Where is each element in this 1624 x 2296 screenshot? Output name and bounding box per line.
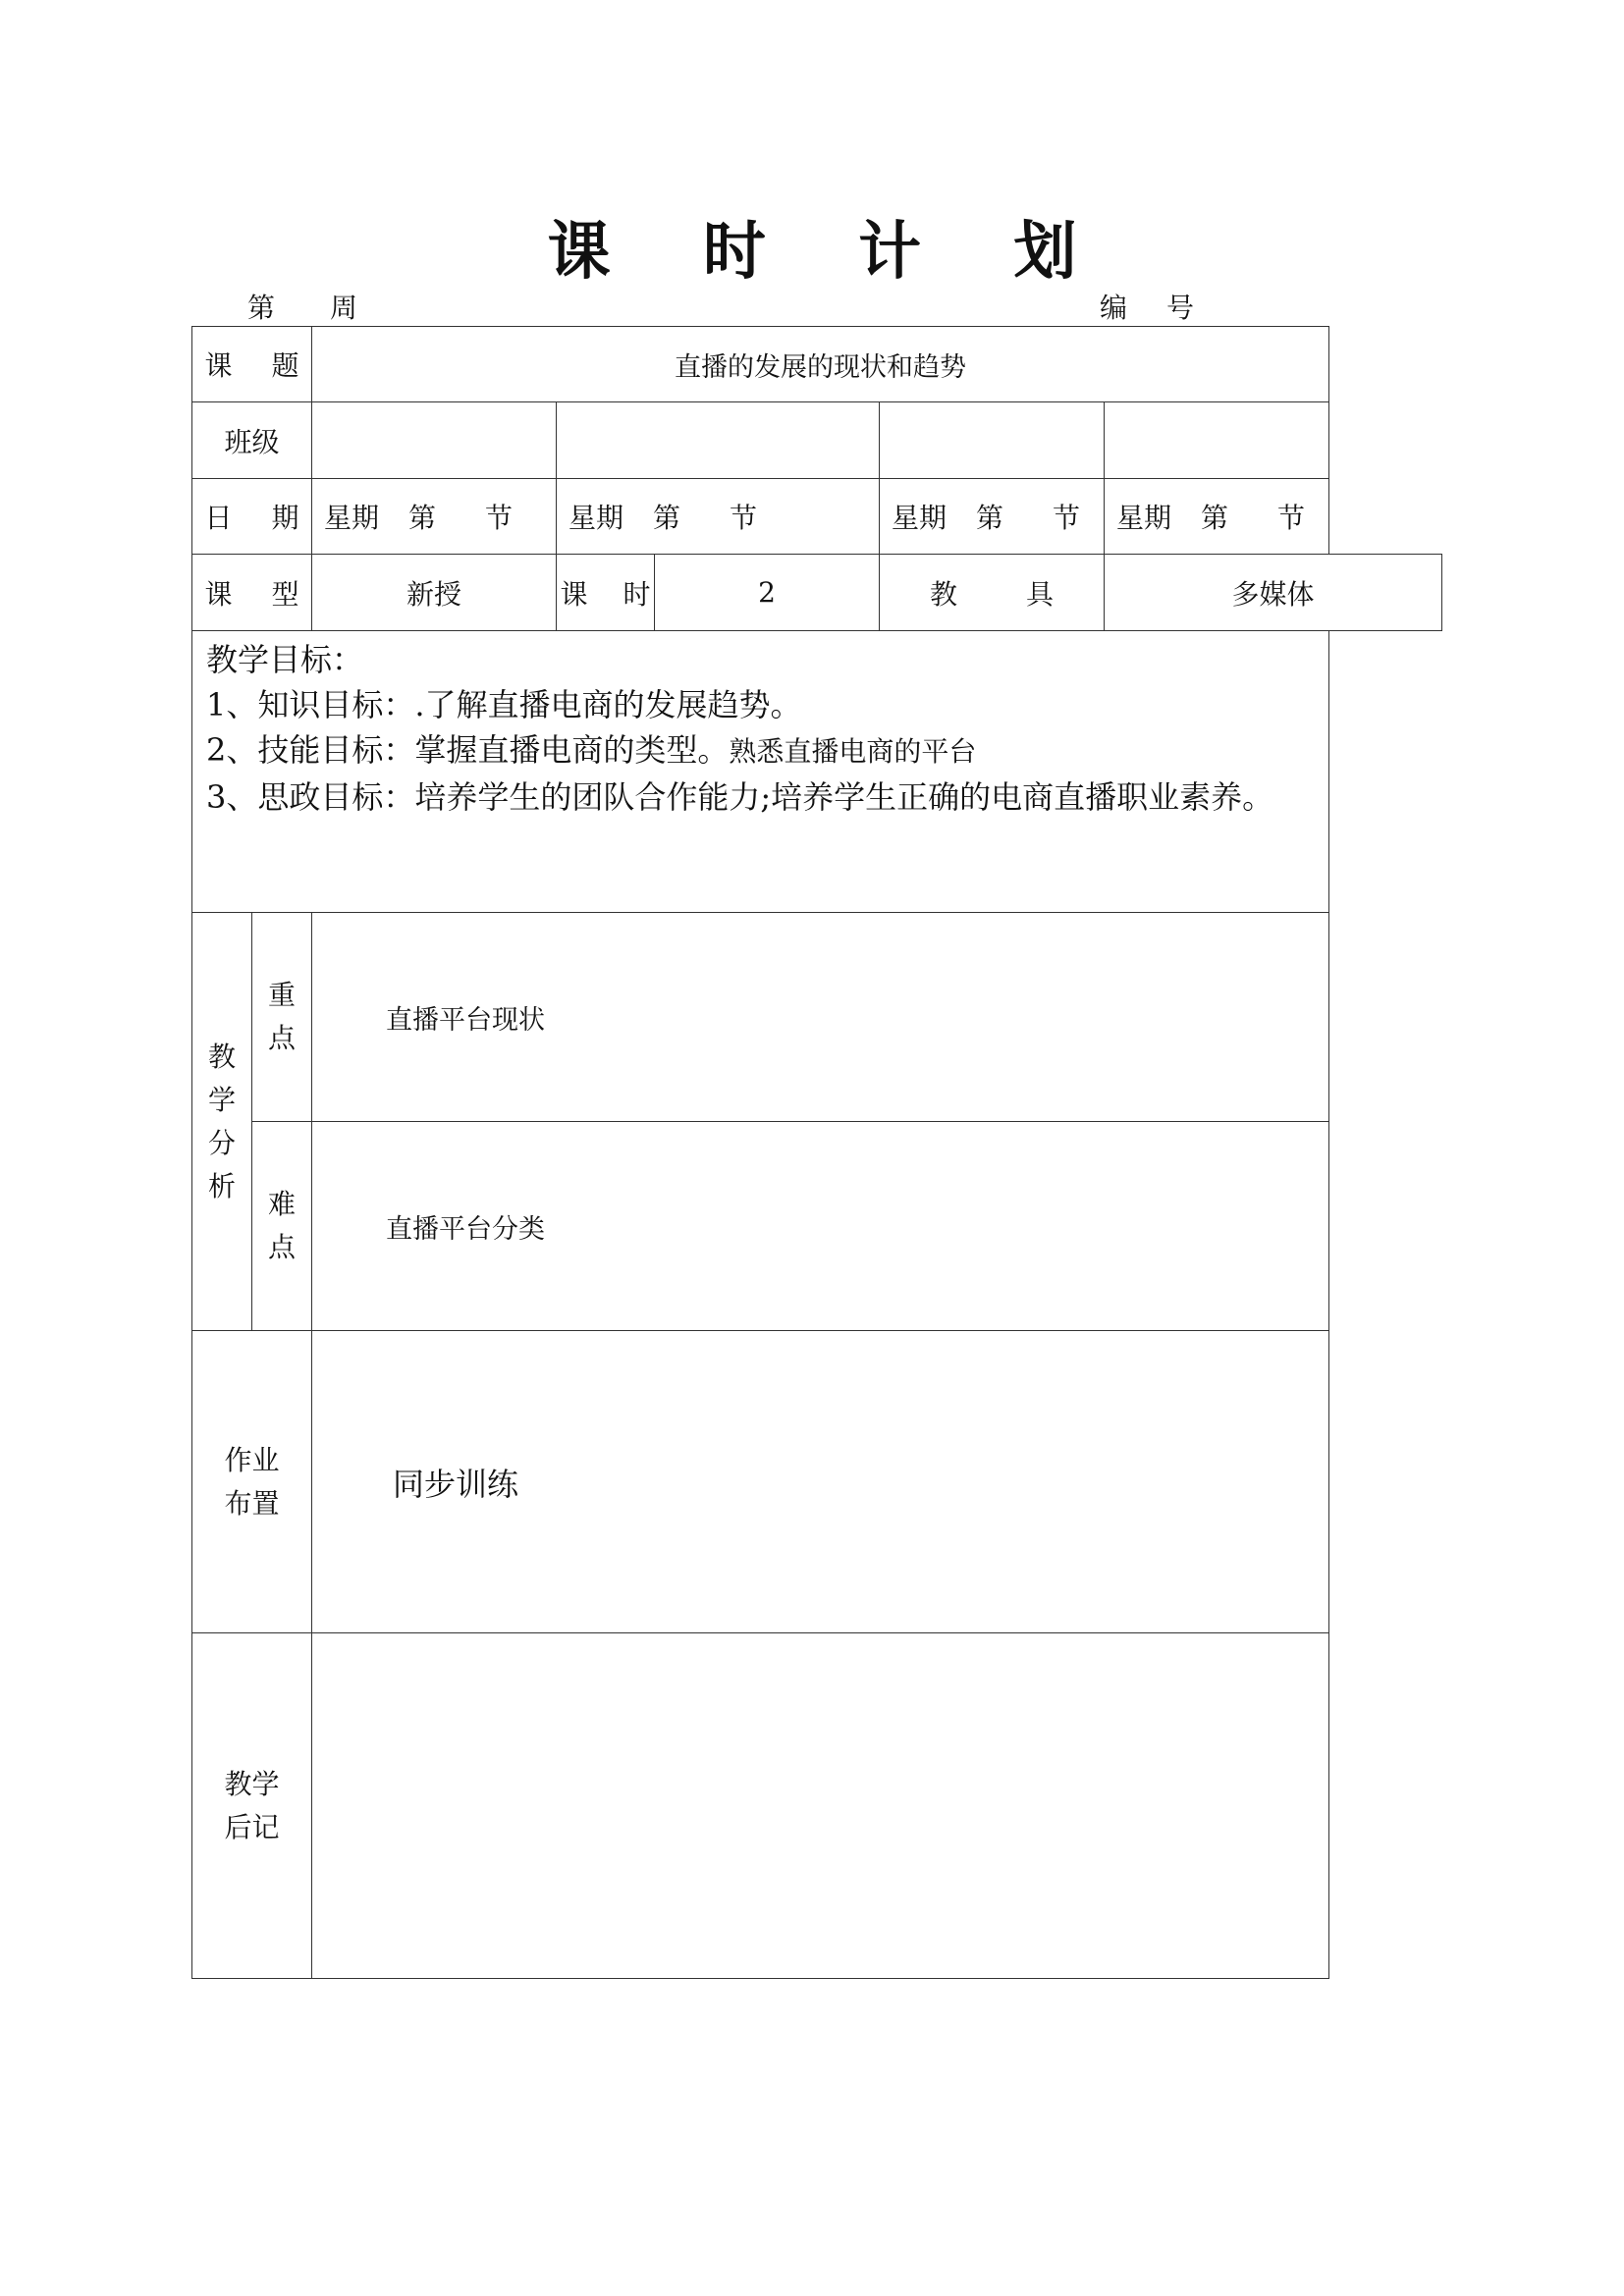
goals-line-2-small: 熟悉直播电商的平台: [729, 735, 977, 768]
reflection-label-line: 教学: [224, 1767, 280, 1800]
number-label-a: 编: [1100, 292, 1128, 324]
number-label-b: 号: [1166, 292, 1195, 324]
type-label: [192, 555, 312, 631]
period-text-b: 节: [730, 502, 758, 534]
date-label-b: 期: [271, 502, 299, 534]
date-label-a: 日: [204, 502, 233, 534]
class-cell-2[interactable]: [557, 402, 880, 479]
tools-label: [880, 555, 1105, 631]
difficult-point-label-char: 难: [267, 1188, 296, 1220]
homework-label-line: 作业: [224, 1443, 280, 1476]
homework-row: [192, 1331, 1442, 1633]
analysis-label-char: 析: [207, 1169, 236, 1202]
homework-label: [192, 1331, 312, 1633]
period-text-a: 第: [653, 502, 681, 534]
analysis-difficult-row: [192, 1122, 1442, 1331]
weekday-text: 星期: [324, 502, 380, 534]
class-cell-4[interactable]: [1105, 402, 1329, 479]
date-row: [192, 479, 1442, 555]
analysis-label-char: 学: [207, 1083, 236, 1116]
goals-line-3: 3、思政目标：培养学生的团队合作能力;培养学生正确的电商直播职业素养。: [206, 778, 1274, 816]
date-cell-2[interactable]: [557, 479, 880, 555]
class-cell-3[interactable]: [880, 402, 1105, 479]
goals-heading: 教学目标：: [206, 641, 364, 678]
tools-label-b: 具: [1026, 577, 1055, 611]
key-point-label: [252, 913, 312, 1122]
topic-row: [192, 327, 1442, 402]
analysis-label-char: 分: [207, 1126, 236, 1159]
topic-label: [192, 327, 312, 402]
hours-label: [557, 555, 655, 631]
goals-cell[interactable]: [192, 631, 1329, 913]
type-label-a: 课: [204, 577, 233, 611]
difficult-point-value[interactable]: 直播平台分类: [312, 1122, 1329, 1331]
period-text-a: 第: [1201, 502, 1229, 534]
goals-line-2: [206, 727, 1315, 774]
date-cell-1[interactable]: [312, 479, 557, 555]
period-text-a: 第: [408, 502, 437, 534]
week-label: [247, 287, 357, 326]
hours-label-b: 时: [623, 577, 651, 611]
tools-label-a: 教: [929, 577, 957, 611]
difficult-point-label-char: 点: [267, 1231, 296, 1263]
hours-label-a: 课: [560, 577, 588, 611]
week-label-a: 第: [247, 292, 276, 324]
period-text-b: 节: [485, 502, 514, 534]
date-cell-3[interactable]: [880, 479, 1105, 555]
week-label-b: 周: [330, 292, 358, 324]
period-text-b: 节: [1053, 502, 1081, 534]
date-cell-4[interactable]: [1105, 479, 1329, 555]
type-label-b: 型: [271, 577, 299, 611]
key-point-label-char: 重: [267, 979, 296, 1011]
period-text-a: 第: [976, 502, 1004, 534]
goals-line-1: 1、知识目标：.了解直播电商的发展趋势。: [206, 686, 802, 723]
hours-value[interactable]: 2: [655, 555, 880, 631]
number-label: [1100, 287, 1194, 326]
goals-row: [192, 631, 1442, 913]
analysis-label: [192, 913, 252, 1331]
key-point-value[interactable]: 直播平台现状: [312, 913, 1329, 1122]
class-cell-1[interactable]: [312, 402, 557, 479]
type-row: [192, 555, 1442, 631]
homework-label-line: 布置: [224, 1486, 280, 1520]
date-label: [192, 479, 312, 555]
type-value[interactable]: 新授: [312, 555, 557, 631]
difficult-point-label: [252, 1122, 312, 1331]
lesson-plan-table: [191, 326, 1442, 1979]
page-title: 课 时 计 划: [547, 215, 1112, 289]
key-point-label-char: 点: [267, 1022, 296, 1054]
class-label: 班级: [192, 402, 312, 479]
topic-label-a: 课: [204, 349, 233, 382]
reflection-value[interactable]: [312, 1633, 1329, 1979]
weekday-text: 星期: [892, 502, 947, 534]
topic-value[interactable]: 直播的发展的现状和趋势: [312, 327, 1329, 402]
weekday-text: 星期: [568, 502, 624, 534]
topic-label-b: 题: [271, 349, 299, 382]
reflection-label: [192, 1633, 312, 1979]
class-row: [192, 402, 1442, 479]
period-text-b: 节: [1277, 502, 1306, 534]
analysis-label-char: 教: [207, 1040, 236, 1073]
homework-value[interactable]: 同步训练: [312, 1331, 1329, 1633]
weekday-text: 星期: [1116, 502, 1172, 534]
tools-value[interactable]: 多媒体: [1105, 555, 1442, 631]
analysis-key-row: [192, 913, 1442, 1122]
reflection-label-line: 后记: [224, 1810, 280, 1843]
goals-line-2-main: 2、技能目标：掌握直播电商的类型。: [206, 731, 730, 769]
reflection-row: [192, 1633, 1442, 1979]
